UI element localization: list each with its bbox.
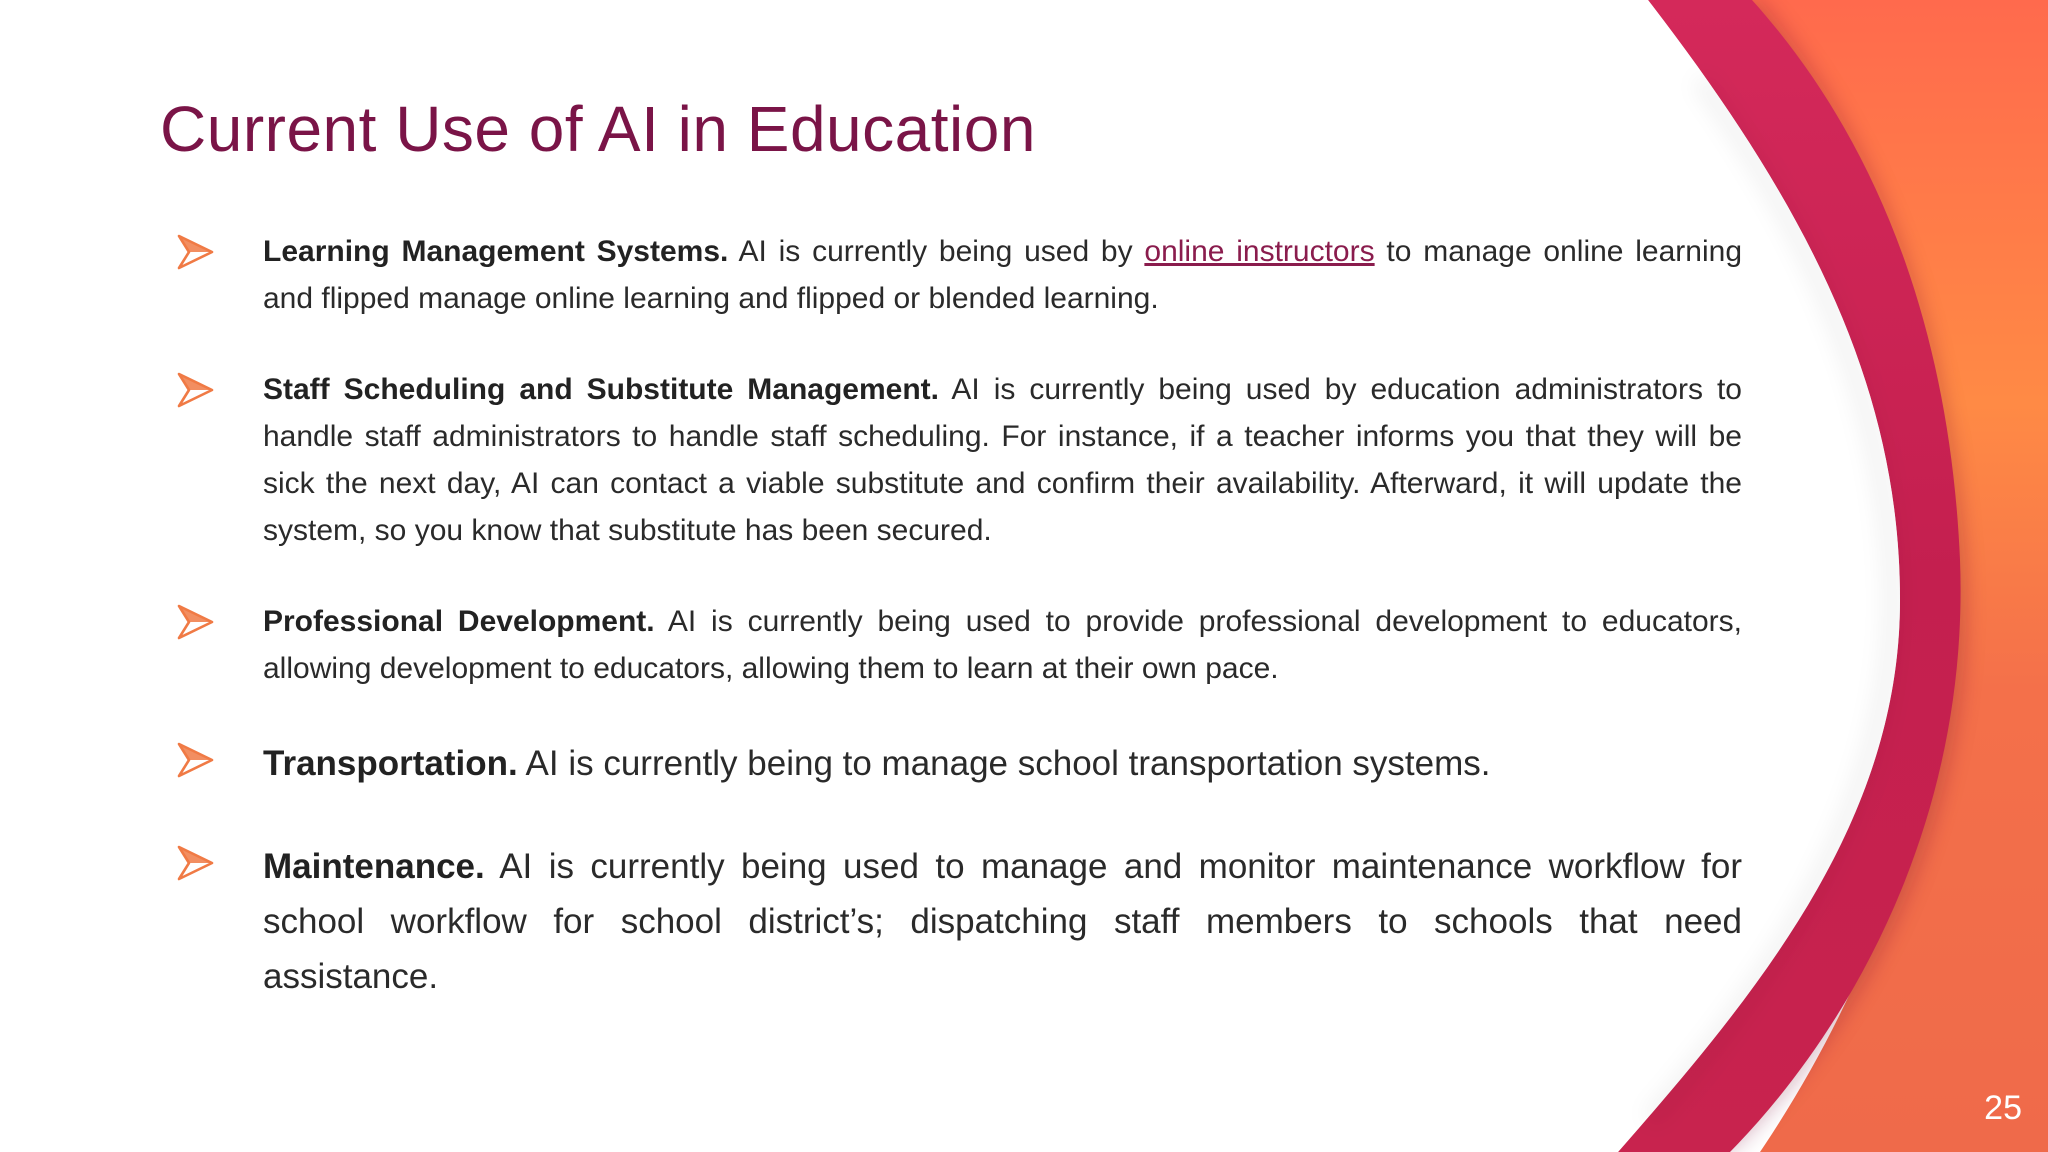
bullet-body-part: to manage online learning and flipped manage online learning and flipped or blended learning.: [263, 235, 1743, 315]
arrow-bullet-icon: [176, 740, 216, 780]
bullet-heading: Learning Management Systems.: [263, 235, 729, 268]
bullet-text: [263, 839, 1742, 1004]
bullet-text: [263, 228, 1742, 322]
bullet-item-learning-management: [176, 228, 1742, 322]
bullet-item-staff-scheduling: [176, 366, 1742, 554]
bullet-item-professional-development: [176, 598, 1742, 692]
arrow-bullet-icon: [176, 843, 216, 883]
bullet-body: AI is currently being used to provide professional development to educators, allowing development to educators, allowing them to learn at their own pace.: [263, 605, 1743, 685]
bullet-item-maintenance: [176, 839, 1742, 1004]
bullet-text: [263, 366, 1742, 554]
arrow-bullet-icon: [176, 602, 216, 642]
bullet-list: [176, 228, 1742, 1004]
bullet-heading: Maintenance.: [263, 847, 485, 886]
bullet-body: AI is currently being used by education administrators to handle staff administrators to handle staff scheduling. For instance, if a teacher informs you that they will be sick the next day, AI can contact a viable substitute and confirm their availability. Afterward, it will update the system, so you know that substitute has been secured.: [263, 373, 1742, 547]
bullet-body: AI is currently being used to manage and monitor maintenance workflow for school workflow for school district’s; dispatching staff members to schools that need assistance.: [263, 847, 1742, 996]
slide-number: 25: [1984, 1089, 2022, 1127]
bullet-body: AI is currently being to manage school transportation systems.: [517, 744, 1491, 783]
bullet-text: [263, 736, 1742, 791]
online-instructors-link[interactable]: online instructors: [1144, 235, 1375, 268]
bullet-text: [263, 598, 1742, 692]
bullet-heading: Transportation.: [263, 744, 518, 783]
arrow-bullet-icon: [176, 370, 216, 410]
arrow-bullet-icon: [176, 232, 216, 272]
bullet-body-part: AI is currently being used by: [728, 235, 1145, 268]
bullet-heading: Professional Development.: [263, 605, 655, 638]
bullet-item-transportation: [176, 736, 1742, 791]
page-title: Current Use of AI in Education: [160, 93, 1036, 165]
bullet-heading: Staff Scheduling and Substitute Management.: [263, 373, 940, 406]
